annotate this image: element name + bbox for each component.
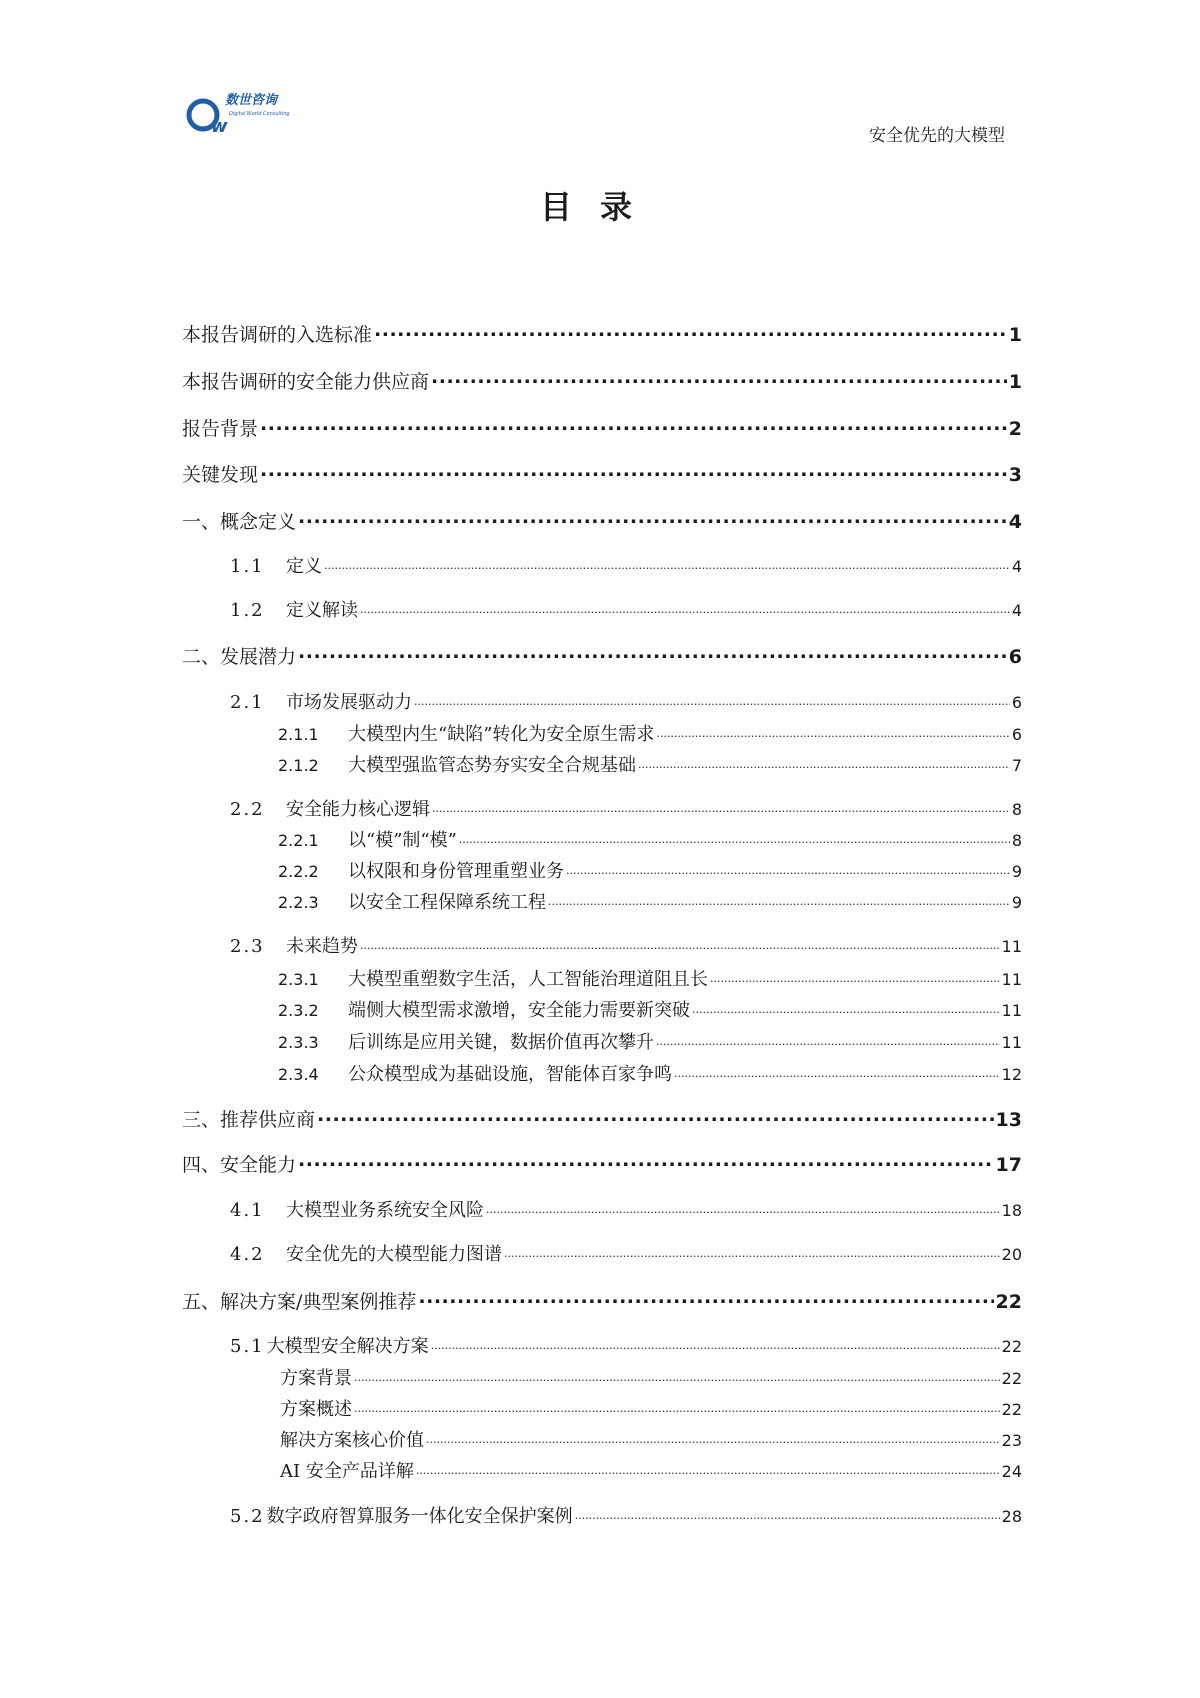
toc-dot-leader (656, 1030, 1000, 1048)
toc-entry-label: 本报告调研的入选标准 (182, 324, 373, 346)
toc-entry-number: 2.3.1 (278, 970, 319, 989)
toc-entry[interactable] (230, 1332, 1022, 1358)
toc-entry-label: 以安全工程保障系统工程 (348, 892, 546, 913)
toc-entry-page-number: 17 (995, 1154, 1022, 1176)
toc-dot-leader (431, 369, 1007, 388)
toc-entry-label: 大模型业务系统安全风险 (286, 1200, 484, 1221)
toc-entry[interactable] (278, 1028, 1022, 1054)
toc-entry-page-number: 24 (1001, 1462, 1022, 1481)
toc-entry-number: 2.3.4 (278, 1065, 319, 1084)
toc-entry[interactable] (230, 932, 1022, 958)
toc-dot-leader (575, 1504, 1000, 1522)
toc-entry[interactable] (278, 826, 1022, 852)
toc-entry-page-number: 22 (1001, 1400, 1022, 1419)
toc-entry-number: 2.2 (230, 799, 265, 820)
toc-entry-page-number: 4 (1011, 557, 1022, 576)
toc-entry-label: 方案背景 (280, 1368, 352, 1389)
toc-entry-number: 2.2.2 (278, 862, 319, 881)
toc-entry-number: 2.3.2 (278, 1001, 319, 1020)
toc-entry-label: 定义解读 (286, 600, 358, 621)
toc-entry-page-number: 11 (1001, 1033, 1022, 1052)
toc-entry-label: 三、推荐供应商 (182, 1109, 316, 1131)
toc-entry[interactable] (182, 642, 1022, 669)
toc-entry[interactable] (278, 751, 1022, 777)
toc-entry-page-number: 11 (1001, 970, 1022, 989)
toc-entry-label: 以权限和身份管理重塑业务 (348, 861, 564, 882)
toc-entry-label: 端侧大模型需求激增，安全能力需要新突破 (348, 1000, 690, 1021)
toc-dot-leader (354, 1366, 1000, 1384)
toc-dot-leader (486, 1198, 1000, 1216)
toc-entry[interactable] (278, 888, 1022, 914)
toc-dot-leader (317, 1107, 994, 1126)
toc-entry-label: 大模型强监管态势夯实安全合规基础 (348, 755, 636, 776)
toc-entry-label: 安全能力核心逻辑 (286, 799, 430, 820)
toc-dot-leader (360, 598, 1010, 616)
toc-dot-leader (504, 1242, 1000, 1260)
toc-entry[interactable] (182, 367, 1022, 394)
toc-entry[interactable] (230, 795, 1022, 821)
toc-dot-leader (426, 1428, 1000, 1446)
toc-entry-number: 2.3.3 (278, 1033, 319, 1052)
toc-entry-label: 大模型内生“缺陷”转化为安全原生需求 (348, 724, 655, 745)
toc-entry-page-number: 11 (1001, 937, 1022, 956)
toc-entry-page-number: 9 (1011, 862, 1022, 881)
toc-entry-page-number: 13 (995, 1109, 1022, 1131)
toc-dot-leader (548, 890, 1010, 908)
toc-entry-page-number: 11 (1001, 1001, 1022, 1020)
toc-entry-page-number: 23 (1001, 1431, 1022, 1450)
toc-entry-label: 以“模”制“模” (348, 830, 457, 851)
toc-entry-label: 后训练是应用关键，数据价值再次攀升 (348, 1032, 654, 1053)
toc-entry[interactable] (278, 965, 1022, 991)
toc-entry-number: 5.2 (230, 1506, 265, 1527)
toc-dot-leader (674, 1062, 1000, 1080)
toc-entry[interactable] (280, 1457, 1022, 1483)
toc-entry-page-number: 9 (1011, 893, 1022, 912)
toc-entry-label: 五、解决方案/典型案例推荐 (182, 1291, 417, 1313)
toc-entry-label: 安全优先的大模型能力图谱 (286, 1244, 502, 1265)
toc-dot-leader (298, 509, 1007, 528)
logo-text-en: Digital World Consulting (229, 111, 290, 117)
toc-entry-page-number: 7 (1011, 756, 1022, 775)
toc-entry-page-number: 8 (1011, 831, 1022, 850)
toc-entry-page-number: 22 (1001, 1369, 1022, 1388)
toc-dot-leader (638, 753, 1010, 771)
toc-entry[interactable] (182, 414, 1022, 441)
toc-dot-leader (374, 322, 1007, 341)
toc-title: 目录 (539, 188, 660, 226)
toc-entry[interactable] (230, 1240, 1022, 1266)
toc-entry[interactable] (278, 1060, 1022, 1086)
toc-entry[interactable] (230, 1502, 1022, 1528)
toc-entry-number: 5.1 (230, 1336, 265, 1357)
toc-entry-page-number: 22 (995, 1291, 1022, 1313)
toc-entry-page-number: 3 (1008, 464, 1022, 486)
toc-dot-leader (432, 797, 1010, 815)
toc-entry-label: 四、安全能力 (182, 1154, 297, 1176)
toc-entry[interactable] (182, 1150, 1022, 1177)
toc-entry-page-number: 8 (1011, 800, 1022, 819)
toc-dot-leader (418, 1289, 993, 1308)
toc-entry-label: 大模型重塑数字生活，人工智能治理道阻且长 (348, 969, 708, 990)
toc-dot-leader (416, 1459, 1000, 1477)
toc-entry[interactable] (182, 1287, 1022, 1314)
toc-entry-page-number: 6 (1008, 646, 1022, 668)
toc-entry-page-number: 4 (1011, 601, 1022, 620)
toc-dot-leader (566, 859, 1010, 877)
toc-entry[interactable] (182, 460, 1022, 487)
toc-entry-label: AI 安全产品详解 (280, 1461, 414, 1482)
toc-entry[interactable] (280, 1395, 1022, 1421)
toc-entry-label: 大模型安全解决方案 (266, 1336, 429, 1357)
document-header-title: 安全优先的大模型 (869, 126, 1005, 146)
toc-entry[interactable] (278, 720, 1022, 746)
toc-entry-label: 解决方案核心价值 (280, 1430, 424, 1451)
toc-dot-leader (414, 690, 1010, 708)
toc-entry[interactable] (230, 688, 1022, 714)
toc-dot-leader (260, 462, 1007, 481)
toc-entry[interactable] (280, 1364, 1022, 1390)
toc-entry-number: 1.1 (230, 556, 265, 577)
toc-dot-leader (459, 828, 1010, 846)
toc-entry-label: 数字政府智算服务一体化安全保护案例 (266, 1506, 573, 1527)
toc-dot-leader (354, 1397, 1000, 1415)
toc-entry-number: 2.2.3 (278, 893, 319, 912)
toc-entry-label: 报告背景 (182, 418, 259, 440)
toc-entry-label: 市场发展驱动力 (286, 692, 412, 713)
toc-dot-leader (324, 554, 1010, 572)
toc-entry-label: 关键发现 (182, 464, 259, 486)
toc-entry[interactable] (230, 596, 1022, 622)
toc-dot-leader (710, 967, 1000, 985)
toc-entry[interactable] (182, 320, 1022, 347)
toc-entry-page-number: 18 (1001, 1201, 1022, 1220)
toc-dot-leader (360, 934, 1000, 952)
toc-entry-page-number: 28 (1001, 1507, 1022, 1526)
toc-entry[interactable] (278, 857, 1022, 883)
toc-entry-label: 二、发展潜力 (182, 646, 297, 668)
toc-dot-leader (298, 1152, 994, 1171)
toc-dot-leader (298, 644, 1007, 663)
toc-entry[interactable] (182, 1105, 1022, 1132)
toc-entry[interactable] (280, 1426, 1022, 1452)
toc-entry-number: 2.1.1 (278, 725, 319, 744)
toc-entry-page-number: 1 (1008, 371, 1022, 393)
toc-dot-leader (431, 1334, 1000, 1352)
toc-entry-label: 一、概念定义 (182, 511, 297, 533)
toc-entry-number: 2.1 (230, 692, 265, 713)
toc-entry-number: 4.2 (230, 1244, 265, 1265)
toc-entry-page-number: 2 (1008, 418, 1022, 440)
toc-dot-leader (260, 416, 1007, 435)
toc-entry-page-number: 6 (1011, 693, 1022, 712)
toc-entry-page-number: 6 (1011, 725, 1022, 744)
toc-entry-label: 本报告调研的安全能力供应商 (182, 371, 430, 393)
toc-entry-page-number: 1 (1008, 324, 1022, 346)
toc-entry-label: 公众模型成为基础设施，智能体百家争鸣 (348, 1064, 672, 1085)
toc-dot-leader (692, 998, 1000, 1016)
toc-entry-label: 方案概述 (280, 1399, 352, 1420)
toc-entry-number: 2.3 (230, 936, 265, 957)
toc-entry-number: 2.2.1 (278, 831, 319, 850)
toc-entry[interactable] (278, 996, 1022, 1022)
toc-entry-page-number: 4 (1008, 511, 1022, 533)
toc-entry-page-number: 20 (1001, 1245, 1022, 1264)
toc-entry[interactable] (182, 507, 1022, 534)
toc-entry[interactable] (230, 1196, 1022, 1222)
toc-entry-number: 2.1.2 (278, 756, 319, 775)
toc-entry[interactable] (230, 552, 1022, 578)
toc-entry-number: 1.2 (230, 600, 265, 621)
toc-entry-page-number: 12 (1001, 1065, 1022, 1084)
toc-dot-leader (656, 722, 1009, 740)
toc-entry-page-number: 22 (1001, 1337, 1022, 1356)
toc-entry-label: 未来趋势 (286, 936, 358, 957)
toc-entry-label: 定义 (286, 556, 322, 577)
logo-w-letter: w (211, 116, 228, 137)
logo-text-cn: 数世咨询 (225, 93, 278, 108)
toc-entry-number: 4.1 (230, 1200, 265, 1221)
